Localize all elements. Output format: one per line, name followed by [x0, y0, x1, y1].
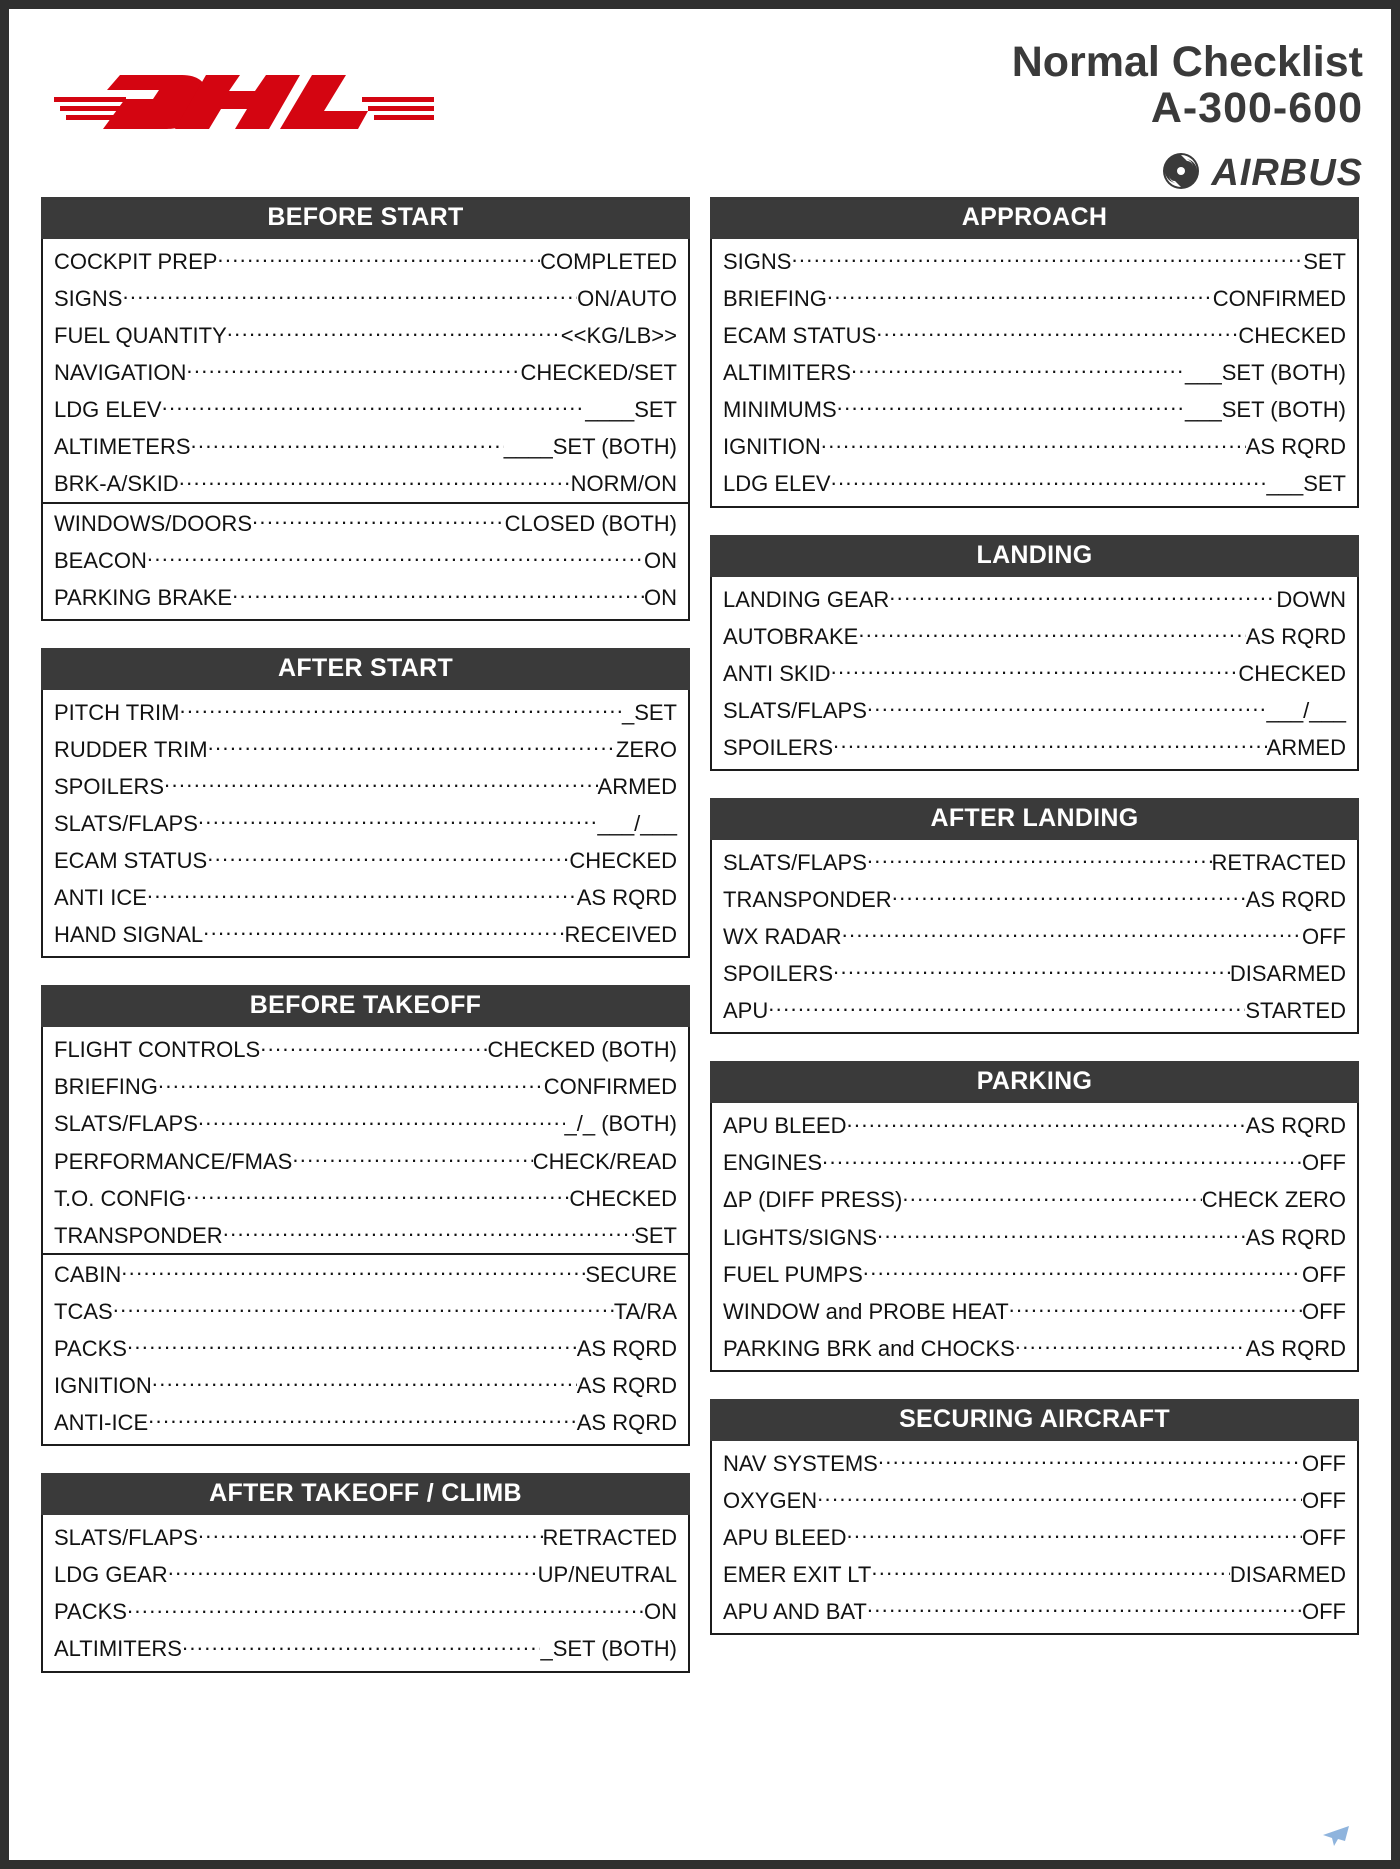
checklist-row[interactable]: [712, 353, 1357, 390]
checklist-item-value: COMPLETED: [540, 249, 677, 274]
checklist-row[interactable]: [712, 1180, 1357, 1217]
dot-leader: [877, 1223, 1246, 1245]
checklist-item-value: RETRACTED: [542, 1525, 677, 1551]
section-title-securing-aircraft: SECURING AIRCRAFT: [710, 1399, 1359, 1441]
checklist-item-label: ECAM STATUS: [723, 323, 877, 349]
dot-leader: [203, 920, 564, 942]
checklist-row[interactable]: [43, 767, 688, 804]
checklist-item-value: CONFIRMED: [543, 1074, 677, 1100]
checklist-item-value: SECURE: [585, 1261, 677, 1287]
checklist-item-value: OFF: [1302, 1450, 1346, 1476]
dot-leader: [127, 1597, 644, 1619]
checklist-item-label: NAV SYSTEMS: [723, 1450, 878, 1476]
section-title-before-takeoff: BEFORE TAKEOFF: [41, 985, 690, 1027]
checklist-item-label: WINDOWS/DOORS: [54, 510, 252, 536]
dot-leader: [127, 1334, 577, 1356]
checklist-item-label: LDG ELEV: [723, 471, 831, 497]
checklist-item-label: FUEL QUANTITY: [54, 323, 227, 349]
checklist-row[interactable]: [43, 541, 688, 578]
checklist-item-label: NAVIGATION: [54, 360, 187, 386]
checklist-item-value: ARMED: [1266, 734, 1346, 760]
dot-leader: [858, 622, 1245, 644]
checklist-item-value: ___SET (BOTH): [1185, 360, 1346, 386]
section-after-landing: [710, 798, 1359, 1034]
checklist-item-value: AS RQRD: [1245, 1113, 1346, 1139]
checklist-item-label: BRIEFING: [723, 286, 827, 312]
checklist-row[interactable]: [712, 728, 1357, 765]
checklist-item-label: IGNITION: [54, 1373, 152, 1399]
checklist-row[interactable]: [43, 279, 688, 316]
checklist-row[interactable]: [43, 841, 688, 878]
checklist-item-label: WINDOW and PROBE HEAT: [723, 1298, 1009, 1324]
checklist-row[interactable]: [43, 1592, 688, 1629]
dot-leader: [252, 509, 505, 531]
checklist-item-label: PARKING BRAKE: [54, 584, 233, 610]
checklist-item-value: CHECKED: [1238, 323, 1346, 349]
page-header: [9, 9, 1391, 194]
checklist-item-label: CABIN: [54, 1261, 122, 1287]
section-body-parking: [710, 1103, 1359, 1372]
checklist-item-label: SPOILERS: [723, 961, 834, 987]
checklist-row[interactable]: [712, 1106, 1357, 1143]
checklist-row[interactable]: [712, 1218, 1357, 1255]
checklist-item-value: TA/RA: [613, 1298, 677, 1324]
checklist-item-label: APU BLEED: [723, 1113, 847, 1139]
dot-leader: [122, 284, 577, 306]
checklist-row[interactable]: [43, 915, 688, 952]
checklist-row[interactable]: [43, 578, 688, 615]
dot-leader: [847, 1523, 1303, 1545]
checklist-item-value: ___/___: [597, 811, 677, 837]
dot-leader: [158, 1072, 544, 1094]
checklist-row[interactable]: [43, 1366, 688, 1403]
dot-leader: [223, 1221, 635, 1243]
checklist-item-label: WX RADAR: [723, 924, 842, 950]
checklist-item-value: AS RQRD: [1245, 1224, 1346, 1250]
checklist-item-label: BRK-A/SKID: [54, 471, 179, 497]
section-title-after-takeoff-climb: AFTER TAKEOFF / CLIMB: [41, 1473, 690, 1515]
checklist-item-value: ___SET (BOTH): [1185, 397, 1346, 423]
checklist-item-value: OFF: [1302, 1150, 1346, 1176]
dot-leader: [871, 1560, 1230, 1582]
section-landing: [710, 535, 1359, 771]
dot-leader: [791, 247, 1303, 269]
dot-leader: [191, 432, 504, 454]
dot-leader: [186, 1184, 569, 1206]
checklist-item-label: SLATS/FLAPS: [54, 1111, 198, 1137]
section-title-landing: LANDING: [710, 535, 1359, 577]
dot-leader: [821, 432, 1246, 454]
checklist-item-label: EMER EXIT LT: [723, 1562, 872, 1588]
checklist-item-label: IGNITION: [723, 434, 821, 460]
checklist-item-label: PARKING BRK and CHOCKS: [723, 1335, 1015, 1361]
dot-leader: [208, 735, 616, 757]
checklist-row[interactable]: [712, 1143, 1357, 1180]
checklist-item-value: _SET (BOTH): [540, 1636, 677, 1662]
checklist-row[interactable]: [43, 1629, 688, 1666]
checklist-row[interactable]: [43, 730, 688, 767]
checklist-item-label: BEACON: [54, 547, 147, 573]
dot-leader: [260, 1035, 487, 1057]
checklist-row[interactable]: [43, 427, 688, 464]
dot-leader: [831, 659, 1239, 681]
checklist-item-value: RETRACTED: [1211, 849, 1346, 875]
checklist-item-label: ANTI ICE: [54, 885, 147, 911]
checklist-row[interactable]: [43, 804, 688, 841]
checklist-item-value: OFF: [1302, 1298, 1346, 1324]
checklist-item-value: CHECKED/SET: [520, 360, 677, 386]
checklist-item-label: COCKPIT PREP: [54, 249, 218, 274]
checklist-row[interactable]: [43, 693, 688, 730]
airbus-spiral-icon: [1161, 151, 1201, 196]
checklist-item-value: OFF: [1302, 1599, 1346, 1625]
checklist-item-label: ANTI SKID: [723, 660, 831, 686]
checklist-row[interactable]: [712, 654, 1357, 691]
checklist-item-label: SLATS/FLAPS: [54, 1525, 198, 1551]
dot-leader: [164, 772, 598, 794]
checklist-item-label: FLIGHT CONTROLS: [54, 1037, 261, 1063]
checklist-item-label: AUTOBRAKE: [723, 623, 859, 649]
dot-leader: [292, 1147, 532, 1169]
checklist-item-value: CLOSED (BOTH): [504, 510, 677, 536]
section-body-securing-aircraft: [710, 1441, 1359, 1635]
checklist-row[interactable]: [43, 1104, 688, 1141]
section-body-before-takeoff: [41, 1027, 690, 1446]
checklist-row[interactable]: [712, 1592, 1357, 1629]
checklist-row[interactable]: [712, 1255, 1357, 1292]
checklist-row[interactable]: [712, 917, 1357, 954]
checklist-row[interactable]: [43, 1329, 688, 1366]
checklist-item-label: BRIEFING: [54, 1074, 158, 1100]
checklist-row[interactable]: [43, 316, 688, 353]
section-before-takeoff: [41, 985, 690, 1446]
dot-leader: [878, 1449, 1302, 1471]
checklist-item-value: ____SET (BOTH): [503, 434, 677, 460]
checklist-row[interactable]: [712, 242, 1357, 279]
checklist-item-value: ZERO: [615, 736, 677, 762]
dot-leader: [817, 1486, 1302, 1508]
checklist-item-label: ALTIMITERS: [723, 360, 851, 386]
section-title-after-landing: AFTER LANDING: [710, 798, 1359, 840]
checklist-item-label: ALTIMITERS: [54, 1636, 182, 1662]
checklist-item-label: PACKS: [54, 1599, 127, 1625]
dot-leader: [892, 885, 1246, 907]
checklist-row[interactable]: [712, 1481, 1357, 1518]
dot-leader: [186, 358, 520, 380]
dot-leader: [1009, 1297, 1302, 1319]
checklist-row[interactable]: [712, 316, 1357, 353]
checklist-row[interactable]: [712, 1329, 1357, 1366]
checklist-item-value: ___SET: [1266, 471, 1346, 497]
checklist-row[interactable]: [712, 390, 1357, 427]
checklist-row[interactable]: [43, 1216, 688, 1253]
checklist-row[interactable]: [712, 1444, 1357, 1481]
checklist-row[interactable]: [43, 390, 688, 427]
checklist-item-value: SET: [1303, 249, 1346, 274]
dot-leader: [902, 1185, 1201, 1207]
checklist-item-value: CHECKED: [569, 1185, 677, 1211]
checklist-item-label: ECAM STATUS: [54, 848, 208, 874]
checklist-row[interactable]: [712, 880, 1357, 917]
dot-leader: [232, 583, 644, 605]
checklist-item-label: PACKS: [54, 1335, 127, 1361]
checklist-item-label: SLATS/FLAPS: [54, 811, 198, 837]
checklist-item-label: APU: [723, 998, 769, 1024]
checklist-item-value: AS RQRD: [1245, 887, 1346, 913]
checklist-item-label: ALTIMETERS: [54, 434, 191, 460]
checklist-row[interactable]: [43, 1518, 688, 1555]
section-body-approach: [710, 239, 1359, 508]
checklist-row[interactable]: [43, 1292, 688, 1329]
checklist-item-label: TRANSPONDER: [54, 1222, 223, 1248]
checklist-item-label: OXYGEN: [723, 1487, 818, 1513]
checklist-row[interactable]: [43, 1030, 688, 1067]
checklist-row[interactable]: [712, 843, 1357, 880]
checklist-row[interactable]: [43, 1142, 688, 1179]
section-after-start: [41, 648, 690, 959]
section-title-after-start: AFTER START: [41, 648, 690, 690]
aircraft-model: A-300-600: [1150, 84, 1363, 133]
dot-leader: [179, 698, 621, 720]
dot-leader: [227, 321, 561, 343]
dot-leader: [198, 1109, 565, 1131]
checklist-row[interactable]: [712, 691, 1357, 728]
checklist-item-value: CONFIRMED: [1212, 286, 1346, 312]
checklist-item-value: _/_ (BOTH): [564, 1111, 677, 1137]
checklist-row[interactable]: [43, 1555, 688, 1592]
checklist-row[interactable]: [712, 617, 1357, 654]
checklist-item-value: RECEIVED: [564, 922, 677, 948]
checklist-columns: [9, 197, 1391, 1700]
dot-leader: [179, 469, 571, 491]
checklist-item-value: AS RQRD: [576, 1373, 677, 1399]
checklist-row[interactable]: [43, 1403, 688, 1440]
title-block: [1012, 39, 1363, 132]
dot-leader: [147, 546, 644, 568]
checklist-row[interactable]: [43, 242, 688, 279]
checklist-item-label: TCAS: [54, 1298, 113, 1324]
airbus-brand: [1161, 151, 1363, 196]
checklist-item-value: SET: [634, 1222, 677, 1248]
checklist-row[interactable]: [712, 991, 1357, 1028]
section-title-before-start: BEFORE START: [41, 197, 690, 239]
checklist-item-value: STARTED: [1245, 998, 1346, 1024]
checklist-item-label: LIGHTS/SIGNS: [723, 1224, 878, 1250]
dot-leader: [182, 1634, 541, 1656]
checklist-item-value: CHECK ZERO: [1201, 1187, 1346, 1213]
checklist-row[interactable]: [712, 464, 1357, 501]
checklist-item-label: SPOILERS: [723, 734, 834, 760]
checklist-row[interactable]: [43, 353, 688, 390]
checklist-item-label: MINIMUMS: [723, 397, 837, 423]
paper-plane-icon: [1323, 1826, 1349, 1846]
dot-leader: [833, 959, 1230, 981]
section-body-landing: [710, 577, 1359, 771]
checklist-item-value: AS RQRD: [1245, 1335, 1346, 1361]
checklist-row[interactable]: [43, 1067, 688, 1104]
dot-leader: [207, 846, 569, 868]
checklist-item-label: PERFORMANCE/FMAS: [54, 1148, 293, 1174]
section-body-after-start: [41, 690, 690, 959]
checklist-item-value: ARMED: [597, 773, 677, 799]
checklist-item-value: <<KG/LB>>: [560, 323, 677, 349]
dot-leader: [121, 1260, 585, 1282]
checklist-item-label: SPOILERS: [54, 773, 165, 799]
dot-leader: [867, 696, 1267, 718]
dot-leader: [833, 733, 1267, 755]
checklist-row[interactable]: [712, 1518, 1357, 1555]
checklist-item-label: LDG ELEV: [54, 397, 162, 423]
checklist-item-label: RUDDER TRIM: [54, 736, 208, 762]
checklist-item-value: AS RQRD: [576, 885, 677, 911]
section-approach: [710, 197, 1359, 508]
dot-leader: [822, 1148, 1302, 1170]
checklist-row[interactable]: [712, 954, 1357, 991]
checklist-item-label: FUEL PUMPS: [723, 1261, 863, 1287]
checklist-item-value: _SET: [621, 699, 677, 725]
dot-leader: [1015, 1334, 1246, 1356]
dot-leader: [842, 922, 1302, 944]
checklist-item-label: SLATS/FLAPS: [723, 697, 867, 723]
checklist-item-value: OFF: [1302, 924, 1346, 950]
checklist-item-label: ANTI-ICE: [54, 1410, 149, 1436]
checklist-row[interactable]: [43, 1179, 688, 1216]
dot-leader: [168, 1560, 538, 1582]
dot-leader: [147, 883, 577, 905]
dot-leader: [867, 1597, 1302, 1619]
checklist-item-value: ON: [644, 584, 677, 610]
checklist-item-label: SLATS/FLAPS: [723, 849, 867, 875]
checklist-row[interactable]: [43, 878, 688, 915]
dot-leader: [198, 1523, 543, 1545]
checklist-item-value: ON/AUTO: [577, 286, 677, 312]
section-after-takeoff-climb: [41, 1473, 690, 1672]
checklist-item-value: CHECKED (BOTH): [487, 1037, 677, 1063]
dot-leader: [847, 1111, 1246, 1133]
dot-leader: [152, 1371, 577, 1393]
checklist-row[interactable]: [712, 1555, 1357, 1592]
checklist-row[interactable]: [712, 279, 1357, 316]
dot-leader: [867, 848, 1212, 870]
dot-leader: [851, 358, 1185, 380]
section-body-after-landing: [710, 840, 1359, 1034]
checklist-item-label: APU BLEED: [723, 1525, 847, 1551]
checklist-item-value: AS RQRD: [576, 1410, 677, 1436]
dot-leader: [162, 395, 586, 417]
checklist-row[interactable]: [43, 502, 688, 541]
dot-leader: [768, 996, 1245, 1018]
checklist-item-value: AS RQRD: [576, 1335, 677, 1361]
checklist-item-value: CHECKED: [1238, 660, 1346, 686]
section-title-parking: PARKING: [710, 1061, 1359, 1103]
checklist-item-value: CHECK/READ: [532, 1148, 677, 1174]
checklist-item-value: OFF: [1302, 1261, 1346, 1287]
checklist-row[interactable]: [43, 1253, 688, 1292]
dot-leader: [113, 1297, 614, 1319]
checklist-item-label: SIGNS: [723, 249, 792, 274]
section-parking: [710, 1061, 1359, 1372]
checklist-item-value: ON: [644, 547, 677, 573]
checklist-item-label: SIGNS: [54, 286, 123, 312]
airbus-wordmark: AIRBUS: [1211, 152, 1363, 194]
dot-leader: [863, 1260, 1302, 1282]
dot-leader: [148, 1408, 577, 1430]
checklist-item-value: OFF: [1302, 1525, 1346, 1551]
checklist-row[interactable]: [712, 427, 1357, 464]
checklist-item-value: AS RQRD: [1245, 623, 1346, 649]
section-body-after-takeoff-climb: [41, 1515, 690, 1672]
dot-leader: [827, 284, 1213, 306]
checklist-item-value: AS RQRD: [1245, 434, 1346, 460]
section-securing-aircraft: [710, 1399, 1359, 1635]
checklist-item-value: CHECKED: [569, 848, 677, 874]
dot-leader: [837, 395, 1185, 417]
dhl-logo: [54, 61, 434, 129]
dot-leader: [217, 247, 540, 269]
checklist-row[interactable]: [712, 1292, 1357, 1329]
checklist-item-label: ENGINES: [723, 1150, 823, 1176]
section-before-start: [41, 197, 690, 621]
checklist-item-label: LDG GEAR: [54, 1562, 168, 1588]
checklist-row[interactable]: [712, 580, 1357, 617]
checklist-item-label: LANDING GEAR: [723, 586, 890, 612]
checklist-item-label: TRANSPONDER: [723, 887, 892, 913]
dot-leader: [831, 469, 1267, 491]
checklist-item-value: NORM/ON: [570, 471, 677, 497]
checklist-item-label: HAND SIGNAL: [54, 922, 204, 948]
checklist-item-label: PITCH TRIM: [54, 699, 180, 725]
page-title: Normal Checklist: [1011, 38, 1363, 86]
checklist-item-value: ____SET: [585, 397, 677, 423]
checklist-row[interactable]: [43, 464, 688, 501]
checklist-item-label: ΔP (DIFF PRESS): [723, 1187, 903, 1213]
checklist-item-value: ON: [644, 1599, 677, 1625]
left-column: [31, 197, 700, 1700]
checklist-item-value: UP/NEUTRAL: [537, 1562, 677, 1588]
checklist-item-value: DISARMED: [1229, 1562, 1346, 1588]
checklist-item-value: ___/___: [1266, 697, 1346, 723]
dot-leader: [889, 585, 1276, 607]
section-body-before-start: [41, 239, 690, 621]
right-column: [700, 197, 1369, 1700]
section-title-approach: APPROACH: [710, 197, 1359, 239]
checklist-item-label: T.O. CONFIG: [54, 1185, 186, 1211]
dot-leader: [876, 321, 1238, 343]
checklist-item-value: DOWN: [1276, 586, 1346, 612]
checklist-item-value: DISARMED: [1229, 961, 1346, 987]
checklist-item-label: APU AND BAT: [723, 1599, 867, 1625]
checklist-item-value: OFF: [1302, 1487, 1346, 1513]
dot-leader: [198, 809, 598, 831]
